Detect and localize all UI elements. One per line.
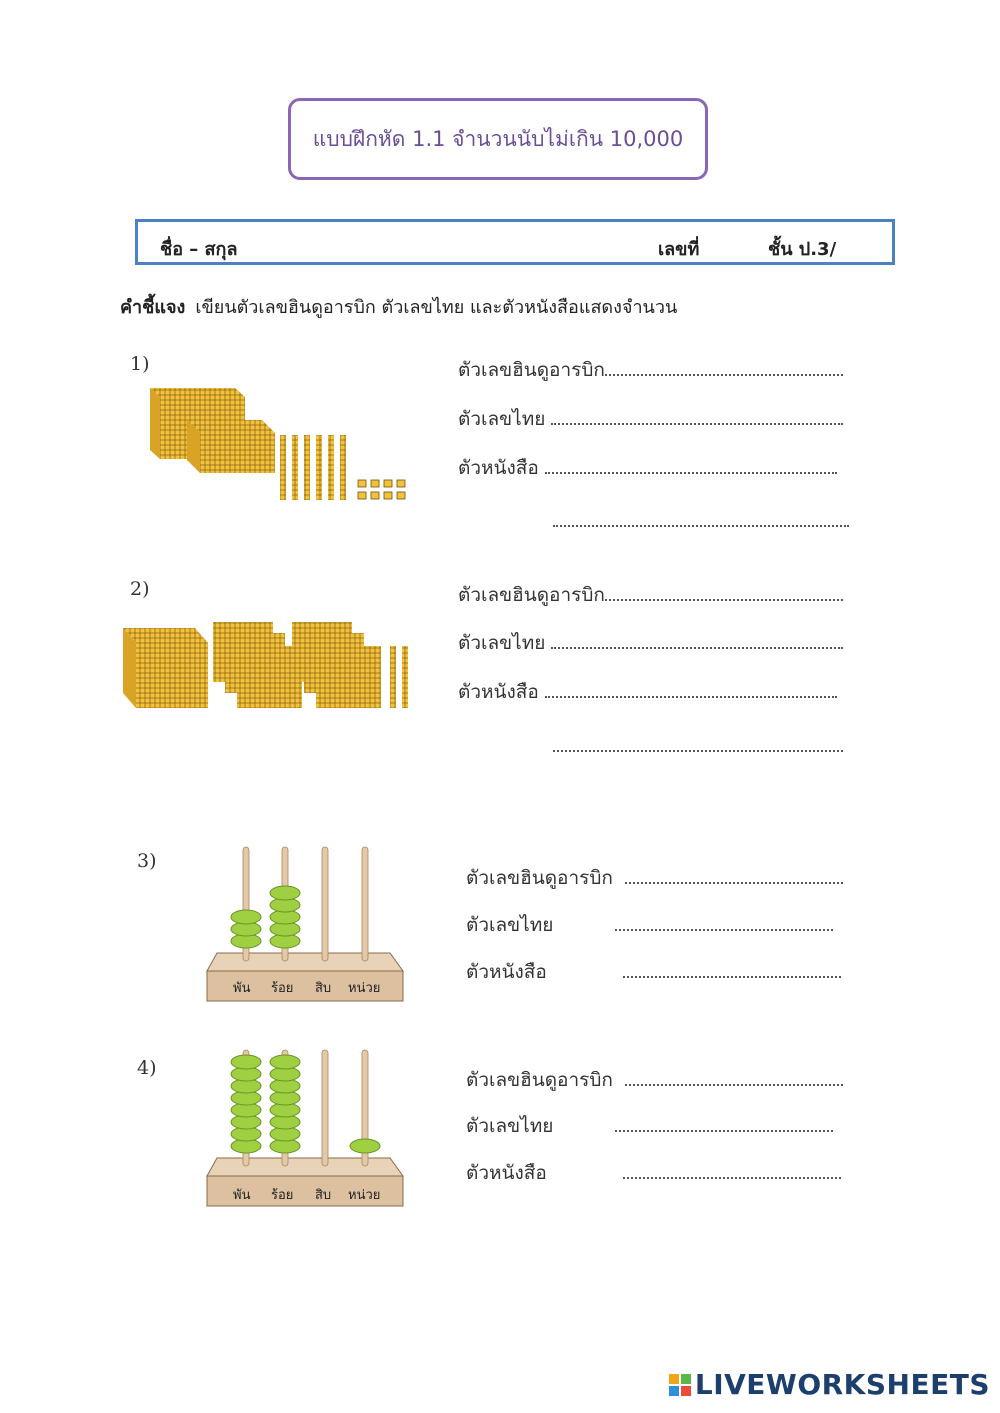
q2-arabic-field[interactable]	[458, 580, 843, 610]
q3-thai-field[interactable]	[466, 910, 833, 940]
ten-rod	[316, 435, 322, 500]
question-1-blocks	[130, 385, 420, 510]
abacus-rod	[322, 1050, 328, 1166]
ten-rod	[328, 435, 334, 500]
number-label: เลขที่	[658, 239, 700, 260]
logo-tiles-icon	[669, 1374, 691, 1396]
label-tens: สิบ	[315, 981, 332, 996]
instructions	[120, 292, 677, 321]
abacus-base-top	[207, 1158, 403, 1176]
q1-thai-label: ตัวเลขไทย	[458, 408, 546, 430]
label-hundreds: ร้อย	[271, 981, 294, 996]
q3-words-field[interactable]	[466, 957, 841, 987]
logo-text: LIVEWORKSHEETS	[694, 1368, 990, 1401]
q1-arabic-field[interactable]	[458, 355, 843, 385]
question-3-number: 3)	[137, 850, 157, 872]
one-cube	[384, 480, 392, 487]
instructions-label: คำชี้แจง	[120, 297, 186, 318]
ten-rod	[340, 435, 346, 500]
label-thousands: พัน	[233, 981, 251, 996]
instructions-text: เขียนตัวเลขฮินดูอารบิก ตัวเลขไทย และตัวหนังสือแสดงจำนวน	[195, 297, 678, 318]
q2-arabic-label: ตัวเลขฮินดูอารบิก	[458, 584, 605, 606]
liveworksheets-logo	[669, 1368, 990, 1401]
q4-thai-label: ตัวเลขไทย	[466, 1115, 554, 1137]
thousand-block	[187, 420, 275, 473]
q1-words-label: ตัวหนังสือ	[458, 457, 539, 479]
class-label: ชั้น ป.3/	[768, 239, 837, 260]
one-cube	[371, 480, 379, 487]
one-cube	[371, 492, 379, 499]
question-4-abacus	[205, 1048, 405, 1210]
abacus-bead	[270, 886, 300, 900]
ten-rod	[402, 646, 408, 708]
label-thousands: พัน	[233, 1188, 251, 1203]
name-label: ชื่อ – สกุล	[160, 239, 238, 260]
ten-rod	[390, 646, 396, 708]
q3-thai-label: ตัวเลขไทย	[466, 914, 554, 936]
question-4-number: 4)	[137, 1057, 157, 1079]
q2-thai-field[interactable]	[458, 628, 843, 658]
ten-rod	[292, 435, 298, 500]
abacus-bead	[270, 1055, 300, 1069]
q4-arabic-label: ตัวเลขฮินดูอารบิก	[466, 1069, 613, 1091]
q1-thai-field[interactable]	[458, 404, 843, 434]
q3-arabic-field[interactable]	[466, 863, 843, 893]
q4-words-field[interactable]	[466, 1158, 841, 1188]
one-cube	[358, 492, 366, 499]
abacus-base-top	[207, 953, 403, 971]
q1-words-field[interactable]	[458, 453, 837, 483]
label-tens: สิบ	[315, 1188, 332, 1203]
q4-words-label: ตัวหนังสือ	[466, 1162, 547, 1184]
thousand-block	[123, 628, 208, 708]
one-cube	[397, 480, 405, 487]
q4-arabic-field[interactable]	[466, 1065, 843, 1095]
one-cube	[397, 492, 405, 499]
abacus-bead	[231, 910, 261, 924]
label-ones: หน่วย	[348, 1188, 381, 1203]
abacus-rod	[362, 847, 368, 961]
q1-words-line-2[interactable]	[553, 512, 849, 531]
q3-words-label: ตัวหนังสือ	[466, 961, 547, 983]
q3-arabic-label: ตัวเลขฮินดูอารบิก	[466, 867, 613, 889]
q1-arabic-label: ตัวเลขฮินดูอารบิก	[458, 359, 605, 381]
question-3-abacus	[205, 845, 405, 1005]
q2-words-line-2[interactable]	[553, 737, 843, 756]
worksheet-title: แบบฝึกหัด 1.1 จำนวนนับไม่เกิน 10,000	[288, 98, 708, 180]
q2-words-label: ตัวหนังสือ	[458, 681, 539, 703]
ten-rod	[304, 435, 310, 500]
q2-thai-label: ตัวเลขไทย	[458, 632, 546, 654]
abacus-rod	[322, 847, 328, 961]
abacus-bead	[231, 1055, 261, 1069]
q2-words-field[interactable]	[458, 677, 837, 707]
ten-rod	[280, 435, 286, 500]
one-cube	[384, 492, 392, 499]
question-2-blocks	[120, 618, 420, 713]
label-ones: หน่วย	[348, 981, 381, 996]
abacus-bead	[350, 1139, 380, 1153]
hundred-flat	[316, 646, 381, 708]
question-1-number: 1)	[130, 353, 150, 375]
question-2-number: 2)	[130, 578, 150, 600]
q4-thai-field[interactable]	[466, 1111, 833, 1141]
one-cube	[358, 480, 366, 487]
student-info-box	[135, 219, 895, 265]
label-hundreds: ร้อย	[271, 1188, 294, 1203]
